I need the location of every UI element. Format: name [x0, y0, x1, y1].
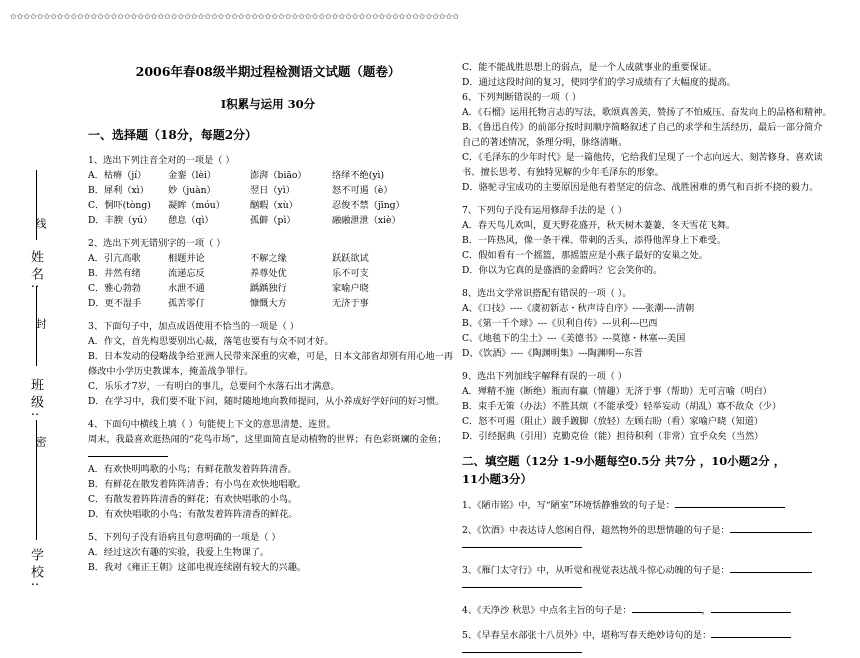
q3-stem: 3、下面句子中，加点成语使用不恰当的一项是（ ）	[88, 321, 299, 332]
question-6	[462, 90, 842, 195]
q1-option-d: D．丰腴（yú） 憩息（qì） 孤僻（pì） 融融泄泄（xiè）	[88, 215, 401, 226]
part1-title: Ⅰ积累与运用 30分	[220, 97, 316, 111]
fill-blank[interactable]	[711, 603, 791, 613]
q9-line: B．束手无策（办法）不胜其烦（不能承受）轻举妄动（胡乱）寡不敌众（少）	[462, 401, 782, 412]
q6-line: C．《毛泽东的少年时代》是一篇他传，它给我们呈现了一个志向远大、刻苦修身、喜欢读	[462, 152, 823, 163]
q6-line: 自己的著述情况，条理分明，脉络清晰。	[462, 137, 628, 148]
fill-blank[interactable]	[462, 643, 582, 653]
fill-blank[interactable]	[711, 628, 791, 638]
q3-line: D．在学习中，我们要不耻下问，随时随地地向教师提问，从小养成好学好问的好习惯。	[88, 396, 445, 407]
q3-line: C．乐乐才7岁，一有明白的事儿，总要问个水落石出才满意。	[88, 381, 340, 392]
q7-line: C．假如看有一个摇篮，那摇篮应是小燕子最好的安巢之处。	[462, 250, 708, 261]
q1-stem: 1、选出下列注音全对的一项是（ ）	[88, 155, 235, 166]
q1-option-b: B．犀利（xì） 妙（juàn） 翌日（yì） 怒不可遏（è）	[88, 185, 393, 196]
q6-line: 书、擅长思考、有独特见解的少年毛泽东的形象。	[462, 167, 665, 178]
q4-option: A．有欢快明鸣歌的小鸟；有鲜花散发着阵阵清香。	[88, 464, 297, 475]
q1-option-a: A．枯瘠（jí） 金銮（lèi） 澎湃（biāo） 络绎不绝(yì)	[88, 170, 385, 181]
q9-line: A．殚精不施（断绝）瓶而有赢（情趣）无济于事（帮助）无可言喻（明白）	[462, 386, 772, 397]
q8-line: A、《口技》----《虞初新志・秋声诗自序》----张潮----清朝	[462, 303, 695, 314]
star-border: ✩✩✩✩✩✩✩✩✩✩✩✩✩✩✩✩✩✩✩✩✩✩✩✩✩✩✩✩✩✩✩✩✩✩✩✩✩✩✩✩✩✩✩✩✩✩✩✩✩✩✩✩✩✩✩✩✩✩✩✩✩✩✩✩✩✩✩	[10, 12, 460, 21]
fill-item-4: 4、《天净沙 秋思》中点名主旨的句子是： ，	[462, 603, 842, 618]
q3-line: A．作文，首先构思要别出心裁，落笔也要有与众不同才好。	[88, 336, 334, 347]
name-label: 姓名:	[28, 250, 43, 293]
question-3	[88, 319, 454, 409]
q4-stem: 4、下面句中横线上填（ ）句能使上下文的意思清楚、连贯。	[88, 419, 336, 430]
q4-answer-blank[interactable]	[88, 447, 448, 462]
question-1	[88, 153, 448, 228]
q7-line: D．你以为它真的是盛酒的金爵吗？它会笑你的。	[462, 265, 663, 276]
school-label: 学校:	[28, 548, 43, 591]
q1-option-c: C．恫吓(tòng) 凝眸（móu） 酗暇（xù） 忍俊不禁（jīng）	[88, 200, 405, 211]
fill-item-5: 5、《早春呈水部张十八员外》中，堪称写春天绝妙诗句的是：	[462, 628, 842, 658]
fill-blank[interactable]	[632, 603, 702, 613]
section2-heading: 二、填空题（12分 1-9小题每空0.5分 共7分 ，10小题2分 ， 11小题3分）	[462, 454, 786, 486]
fill-blank[interactable]	[730, 523, 812, 533]
secret-mark: 密	[34, 436, 47, 447]
section1-heading: 一、选择题（18分，每题2分）	[88, 128, 258, 142]
fill-blank[interactable]	[462, 538, 582, 548]
q3-line: B．日本发动的侵略战争给亚洲人民带来深重的灾难，可是，日本文部省却别有用心地一再	[88, 351, 454, 362]
question-8	[462, 286, 842, 361]
left-column	[88, 60, 454, 575]
question-5	[88, 530, 448, 575]
q6-line: A．《石榴》运用托物言志的写法，歌颂真善美，赞扬了不怕威压、奋发向上的品格和精神。	[462, 107, 832, 118]
exam-title: 2006年春08级半期过程检测语文试题（题卷）	[135, 64, 401, 79]
q8-line: C、《地毯下的尘土》---《美德书》---莫德・林塞---美国	[462, 333, 686, 344]
fill-item-3: 3、《雁门太守行》中，从听觉和视觉表达战斗惊心动魄的句子是：	[462, 563, 842, 593]
q5-option: C．能不能战胜思想上的弱点，是一个人成就事业的重要保证。	[462, 62, 718, 73]
q5-option: D．通过这段时间的复习，使同学们的学习成绩有了大幅度的提高。	[462, 77, 736, 88]
q2-option-a: A．引亢高歌 相题并论 不解之缘 跃跃欲试	[88, 253, 369, 264]
fill-blank[interactable]	[730, 563, 812, 573]
seal-mark: 封	[34, 318, 47, 329]
name-line	[36, 170, 37, 240]
right-column	[462, 60, 842, 658]
q2-option-d: D．更不湿手 孤苦零仃 慷慨大方 无济于事	[88, 298, 369, 309]
q8-line: B、《第一千个球》---《贝利自传》---贝利---巴西	[462, 318, 658, 329]
q8-stem: 8、选出文学常识搭配有错误的一项（ ）。	[462, 288, 632, 299]
fill-item-2: 2、《饮酒》中表达诗人悠闲自得，超然物外的思想情趣的句子是：	[462, 523, 842, 553]
q9-line: D．引经据典（引用）克勤克俭（能）担待积利（非常）宜乎众矣（当然）	[462, 431, 764, 442]
q4-option: D．有欢快唱歌的小鸟；有散发着阵阵清香的鲜花。	[88, 509, 298, 520]
question-7	[462, 203, 842, 278]
line-mark: 线	[34, 218, 47, 229]
question-9	[462, 369, 842, 444]
q9-line: C．怒不可遏（阻止）踱手踱脚（放轻）左顾右盼（看）家喻户晓（知道）	[462, 416, 764, 427]
class-label: 班级:	[28, 378, 43, 421]
q6-stem: 6、下列判断错误的一项（ ）	[462, 92, 582, 103]
fill-blank[interactable]	[675, 498, 785, 508]
q2-option-c: C．雅心勃勃 水泄不通 踽踽独行 家喻户晓	[88, 283, 369, 294]
q2-option-b: B．井然有绪 流递忘反 养尊处优 乐不可支	[88, 268, 369, 279]
fill-blank[interactable]	[462, 578, 582, 588]
q4-option: C．有散发着阵阵清香的鲜花；有欢快唱歌的小鸟。	[88, 494, 298, 505]
q7-line: B．一阵热风，像一条干裸、带刺的舌头，添得他浑身上下难受。	[462, 235, 727, 246]
q6-line: B．《鲁迅自传》的前部分按时间顺序简略叙述了自己的求学和生活经历，最后一部分简介	[462, 122, 823, 133]
q5-option: A．经过这次有趣的实验，我爱上生物课了。	[88, 547, 270, 558]
q9-stem: 9、选出下列加线字解释有误的一项（ ）	[462, 371, 627, 382]
q2-stem: 2、选出下列无错别字的一项（ ）	[88, 238, 226, 249]
q3-line: 修改中小学历史教课本，掩盖战争罪行。	[88, 366, 254, 377]
q7-line: A．春天鸟儿欢叫，夏天野花盛开，秋天树木萋萋，冬天雪花飞舞。	[462, 220, 736, 231]
fill-item-1: 1、《陋市铭》中，写“陋室”环境恬静雅致的句子是：	[462, 498, 842, 513]
question-2	[88, 236, 448, 311]
q7-stem: 7、下列句子没有运用修辞手法的是（ ）	[462, 205, 627, 216]
q4-option: B．有鲜花在散发着阵阵清香；有小鸟在欢快地唱歌。	[88, 479, 307, 490]
q5-stem: 5、下列句子没有语病且句意明确的一项是（ ）	[88, 532, 281, 543]
q6-line: D．骆驼寻宝成功的主要原因是他有着坚定的信念、战胜困难的勇气和百折不挠的毅力。	[462, 182, 819, 193]
q5-option: B．我对《雍正王朝》这部电视连续剧有较大的兴趣。	[88, 562, 307, 573]
question-4	[88, 417, 448, 522]
q8-line: D、《饮酒》----《陶渊明集》---陶渊明---东晋	[462, 348, 643, 359]
q4-intro: 周末，我最喜欢逛热闹的“花鸟市场”，这里面简直是动植物的世界；有色彩斑斓的金鱼；	[88, 434, 447, 445]
